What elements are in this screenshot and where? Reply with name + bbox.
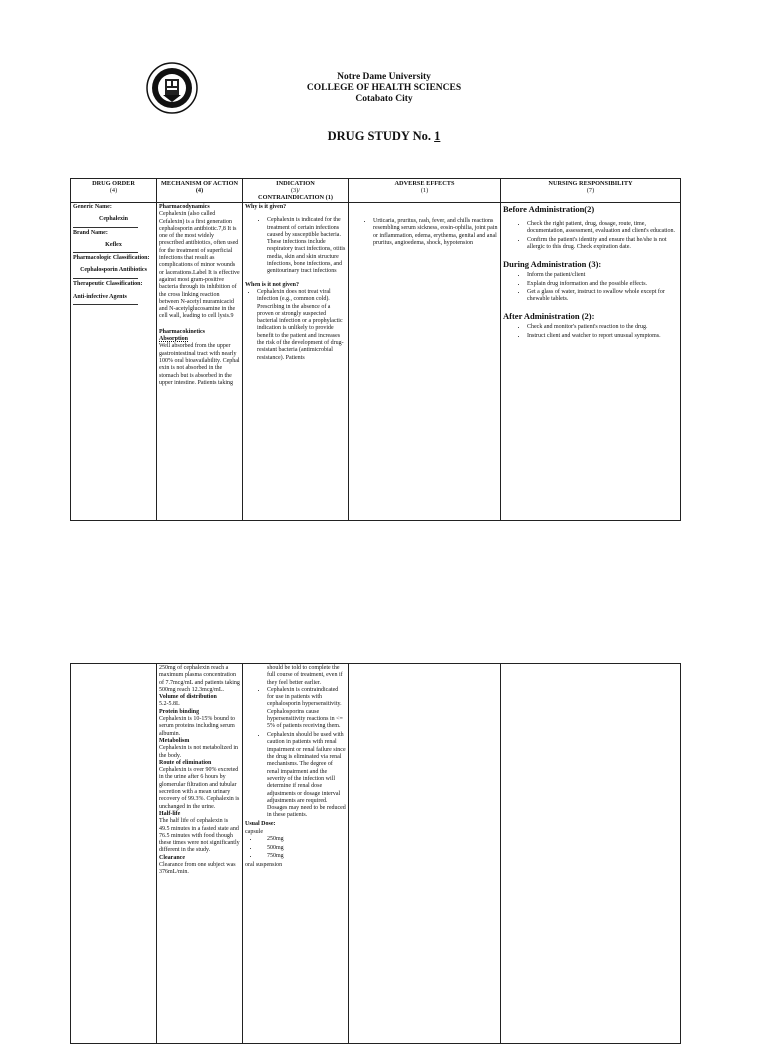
list-item: • Inform the patient/client [527, 272, 678, 279]
during-admin-title: During Administration (3): [503, 258, 602, 269]
mechanism-cell: Pharmacodynamics Cephalexin (also called Cefalexin) is a first generation cephalosporin antibiotic.7,8 It is one of the most widely prescribed antibiotics, often used for the treatment of superficial infections that result as complications of minor wounds or lacerations.Label It is effective against most gram-positive bacteria through its inhibition of the cross linking reaction between N-acetyl muramicacid and N-acetylglucosamine in the cell wall, leading to cell lysis.9 Pharmacokinetics Absorption Well absorbed from the upper gastrointestinal tract with nearly 100% oral bioavailability. Cephal exin is not absorbed in the stomach but is absorbed in the upper intestine. Patients taking [157, 203, 243, 521]
drug-order-cell-cont [71, 664, 157, 1044]
list-item: • 500mg [259, 845, 346, 852]
list-item: • Check and monitor's patient's reaction to the drug. [527, 324, 678, 331]
city-name: Cotabato City [355, 94, 413, 104]
mechanism-cell-cont: 250mg of cephalexin reach a maximum plasma concentration of 7.7mcg/mL and patients taking 500mg reach 12.3mcg/mL. Volume of distribution 5.2-5.8L Protein binding Cephalexin is 10-15% bound to serum proteins including serum albumin. Metabolism Cephalexin is not metabolized in the body. Route of elimination Cephalexin is over 90% excreted in the urine after 6 hours by glomerular filtration and tubular secretion with a mean urinary recovery of 99.3%. Cephalexin is unchanged in the urine. Half-life The half life of cephalexin is 49.5 minutes in a fasted state and 76.5 minutes with food though these times were not significantly different in the study. Clearance Clearance from one subject was 376mL/min. [157, 664, 243, 1044]
adverse-effects-cell-cont [349, 664, 501, 1044]
table-header-row [71, 179, 681, 203]
list-item: • Cephalexin does not treat viral infection (e.g., common cold). Prescribing in the absence of a proven or strongly suspected bacterial infection or a prophylactic indication is unlikely to provide benefit to the patient and increases the risk of the development of drug-resistant bacteria (antimicrobial resistance). Patients [257, 289, 346, 362]
col-adverse-effects: ADVERSE EFFECTS (1) [349, 179, 501, 203]
col-indication: INDICATION (3)/ CONTRAINDICATION (1) [243, 179, 349, 203]
nursing-cell-cont [501, 664, 681, 1044]
university-seal-icon [146, 62, 198, 114]
page-title: DRUG STUDY No. 1 [327, 129, 441, 143]
drug-study-table-page2 [70, 663, 681, 1044]
after-admin-title: After Administration (2): [503, 311, 595, 322]
university-name: Notre Dame University [337, 72, 431, 82]
list-item: • 750mg [259, 853, 346, 860]
list-item: • Cephalexin is contraindicated for use in patients with cephalosporin hypersensitivity. Cephalosporins cause hypersensitivity reactions in <= 5% of patients receiving them. [267, 687, 346, 731]
list-item: • Check the right patient, drug, dosage, route, time, documentation, assessment, evaluation and client's education. [527, 221, 678, 235]
college-name: COLLEGE OF HEALTH SCIENCES [306, 83, 462, 93]
table-body-row [71, 664, 681, 1044]
list-item: • Confirm the patient's identity and ensure that he/she is not allergic to this drug. Check expiration date. [527, 237, 678, 251]
list-item: • Urticaria, pruritus, rash, fever, and chills reactions resembling serum sickness, eosin-ophilia, joint pain or inflammation, edema, erythema, genital and anal pruritus, angioedema, shock, hypotension [373, 218, 498, 247]
indication-cell-cont: should be told to complete the full course of treatment, even if they feel better earlier. • Cephalexin is contraindicated for use in patients with cephalosporin hypersensitivity. Cephalosporins cause hypersensitivity reactions in <= 5% of patients receiving them. • Cephalexin should be used with caution in patients with renal impairment or renal failure since the drug is eliminated via renal mechanisms. The degree of renal impairment and the severity of the infection will determine if renal dose adjustments or dosage interval adjustments are required. Dosages may need to be reduced in these patients. Usual Dose: capsule • 250mg • 500mg • 750mg oral suspension [243, 664, 349, 1044]
col-drug-order: DRUG ORDER (4) [71, 179, 157, 203]
table-body-row [71, 203, 681, 521]
list-item: • Instruct client and watcher to report unusual symptoms. [527, 333, 678, 340]
list-item: • Explain drug information and the possible effects. [527, 281, 678, 288]
nursing-cell [501, 203, 681, 521]
list-item: • Cephalexin is indicated for the treatment of certain infections caused by susceptible bacteria. These infections include respiratory tract infections, otitis media, skin and skin structure infections, bone infections, and genitourinary tract infections [267, 217, 346, 275]
col-nursing: NURSING RESPONSIBILITY (7) [501, 179, 681, 203]
adverse-effects-cell [349, 203, 501, 521]
list-item: • 250mg [259, 836, 346, 843]
study-number: 1 [434, 129, 441, 143]
indication-cell: Why is it given? • Cephalexin is indicated for the treatment of certain infections caused by susceptible bacteria. These infections include respiratory tract infections, otitis media, skin and skin structure infections, bone infections, and genitourinary tract infections When is it not given? • Cephalexin does not treat viral infection (e.g., common cold). Prescribing in the absence of a proven or strongly suspected bacterial infection or a prophylactic indication is unlikely to provide benefit to the patient and increases the risk of the development of drug-resistant bacteria (antimicrobial resistance). Patients [243, 203, 349, 521]
col-mechanism: MECHANISM OF ACTION (4) [157, 179, 243, 203]
drug-study-table-page1 [70, 178, 681, 521]
list-item: • Cephalexin should be used with caution in patients with renal impairment or renal failure since the drug is eliminated via renal mechanisms. The degree of renal impairment and the severity of the infection will determine if renal dose adjustments or dosage interval adjustments are required. Dosages may need to be reduced in these patients. [267, 732, 346, 820]
before-admin-title: Before Administration(2) [503, 204, 595, 214]
list-item: • Get a glass of water, instruct to swallow whole except for chewable tablets. [527, 289, 678, 303]
drug-order-cell: Generic Name: Cephalexin Brand Name: Keflex Pharmacologic Classification: Cephalosporin Antibiotics Therapeutic Classification: Anti-infective Agents [71, 203, 157, 521]
